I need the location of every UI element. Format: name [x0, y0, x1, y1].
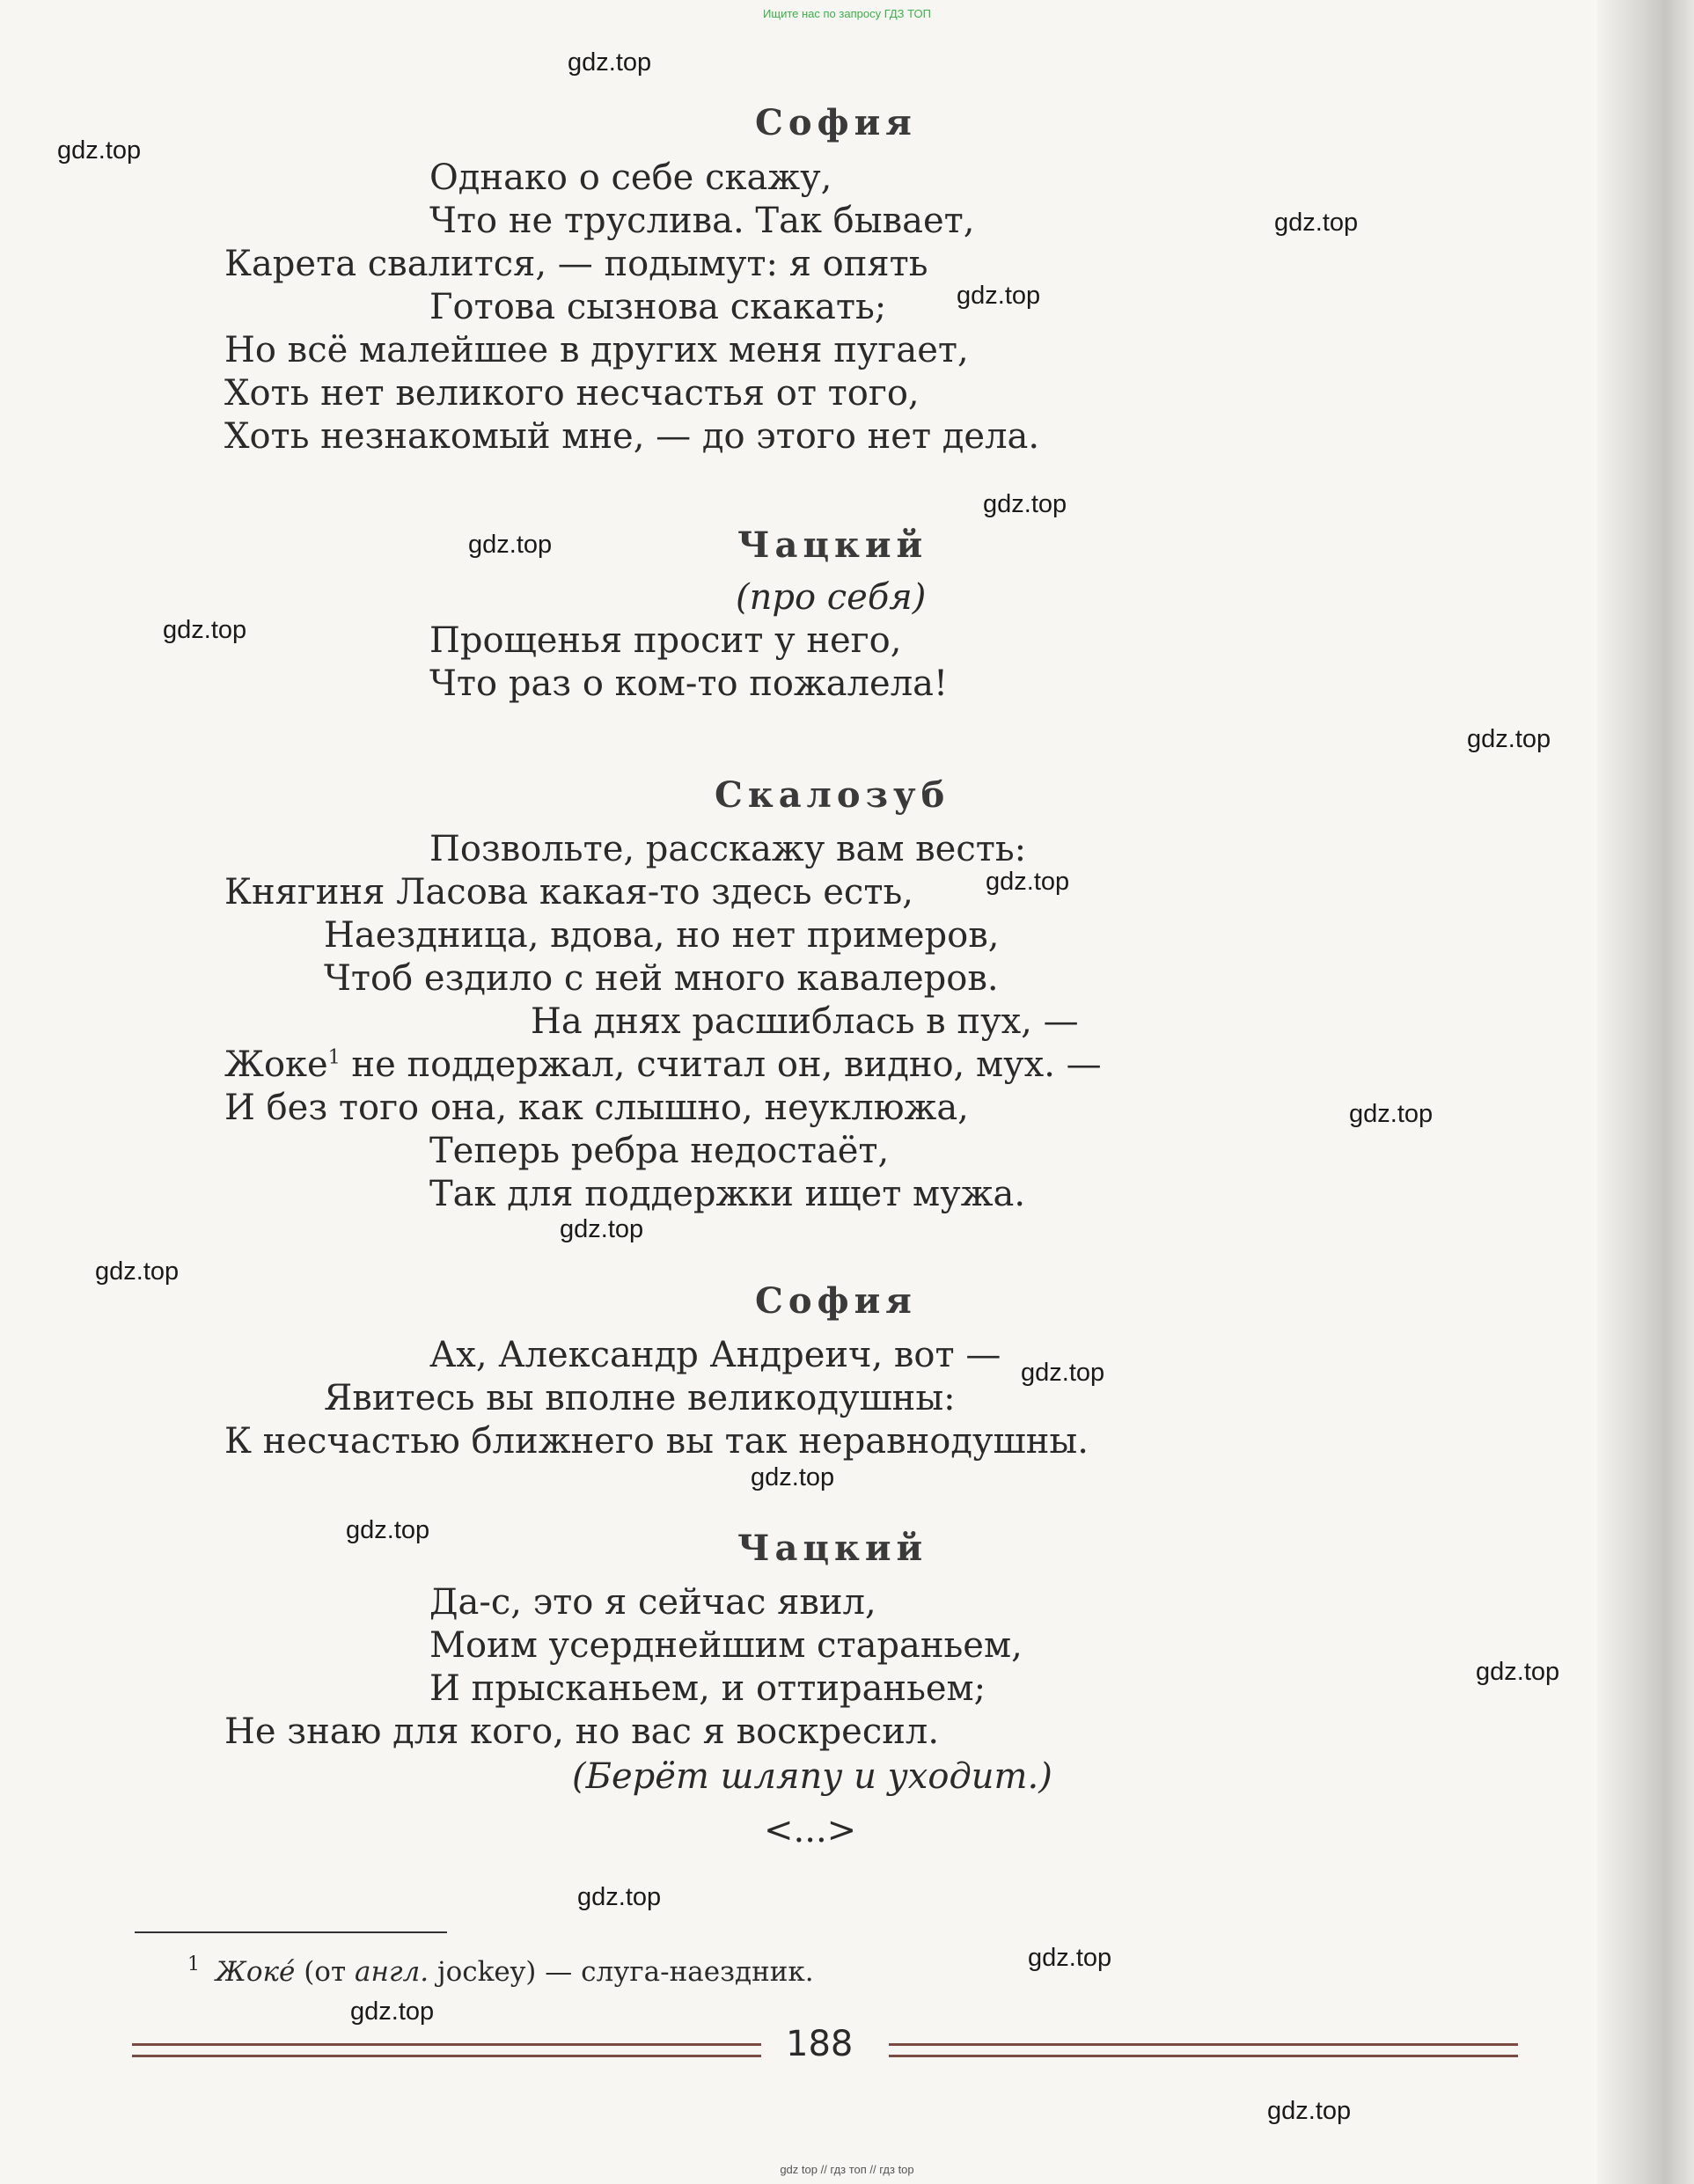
verse-line: Явитесь вы вполне великодушны: — [324, 1378, 956, 1418]
stage-remark: (про себя) — [736, 577, 927, 618]
verse-line: Хоть незнакомый мне, — до этого нет дела. — [224, 416, 1040, 457]
verse-line: Хоть нет великого несчастья от того, — [224, 373, 920, 414]
verse-line: Однако о себе скажу, — [429, 158, 832, 198]
verse-line: Но всё малейшее в других меня пугает, — [224, 330, 969, 370]
verse-line: Да-с, это я сейчас явил, — [429, 1582, 876, 1623]
verse-line: Не знаю для кого, но вас я воскресил. — [224, 1711, 940, 1752]
footnote-number: 1 — [187, 1953, 200, 1975]
footnote-rule — [135, 1931, 447, 1933]
footer-rule-left — [132, 2043, 761, 2057]
watermark: gdz.top — [350, 1997, 435, 2026]
stage-direction: (Берёт шляпу и уходит.) — [572, 1756, 1052, 1797]
watermark: gdz.top — [1476, 1658, 1560, 1686]
speaker-skalozub: Скалозуб — [715, 774, 950, 816]
verse-line: Ах, Александр Андреич, вот — — [429, 1335, 1001, 1375]
watermark: gdz.top — [983, 490, 1067, 518]
verse-line: Что раз о ком-то пожалела! — [429, 663, 949, 704]
verse-line: Что не труслива. Так бывает, — [429, 201, 975, 241]
page-number: 188 — [786, 2024, 854, 2064]
speaker-sofia-1: София — [755, 102, 917, 143]
footnote-text: Жоке́ (от англ. jockey) — слуга-наездник. — [216, 1956, 814, 1988]
watermark: gdz.top — [163, 616, 247, 644]
watermark: gdz.top — [1021, 1359, 1105, 1387]
page-edge-shadow — [1597, 0, 1694, 2184]
verse-line: Княгиня Ласова какая-то здесь есть, — [224, 872, 913, 912]
watermark: gdz.top — [1467, 725, 1551, 753]
verse-line: Карета свалится, — подымут: я опять — [224, 244, 928, 284]
watermark: gdz.top — [346, 1516, 430, 1544]
verse-line-jockey: Жоке$^1$ не поддержал, считал он, видно, мух. — — [224, 1044, 1102, 1085]
verse-line: К несчастью ближнего вы так неравнодушны. — [224, 1421, 1089, 1462]
verse-line: Чтоб ездило с ней много кавалеров. — [324, 958, 999, 999]
watermark: gdz.top — [986, 868, 1070, 896]
verse-line: Прощенья просит у него, — [429, 620, 902, 661]
top-banner: Ищите нас по запросу ГДЗ ТОП — [763, 7, 931, 20]
watermark: gdz.top — [57, 136, 142, 165]
watermark: gdz.top — [751, 1463, 835, 1491]
watermark: gdz.top — [560, 1215, 644, 1243]
verse-line: И прысканьем, и оттираньем; — [429, 1668, 986, 1709]
footnote-ref: 1 — [327, 1046, 341, 1069]
watermark: gdz.top — [1267, 2097, 1352, 2125]
watermark: gdz.top — [568, 48, 652, 77]
watermark: gdz.top — [95, 1257, 180, 1286]
footer-rule-right — [889, 2043, 1518, 2057]
speaker-chatsky-1: Чацкий — [737, 524, 928, 566]
verse-line: Готова сызнова скакать; — [429, 287, 887, 327]
watermark: gdz.top — [1028, 1944, 1112, 1972]
speaker-sofia-2: София — [755, 1280, 917, 1322]
bottom-banner: gdz top // гдз топ // гдз top — [780, 2163, 914, 2176]
watermark: gdz.top — [577, 1883, 662, 1911]
speaker-chatsky-2: Чацкий — [737, 1528, 928, 1569]
verse-line: Позвольте, расскажу вам весть: — [429, 829, 1027, 869]
ellipsis: <...> — [764, 1810, 857, 1851]
watermark: gdz.top — [468, 531, 553, 559]
verse-line: На днях расшиблась в пух, — — [531, 1001, 1079, 1042]
verse-line: Теперь ребра недостаёт, — [429, 1131, 890, 1171]
watermark: gdz.top — [957, 282, 1041, 310]
watermark: gdz.top — [1349, 1100, 1434, 1128]
verse-line: И без того она, как слышно, неуклюжа, — [224, 1088, 969, 1128]
verse-line: Так для поддержки ищет мужа. — [429, 1174, 1026, 1214]
verse-line: Моим усерднейшим стараньем, — [429, 1625, 1023, 1666]
watermark: gdz.top — [1274, 209, 1359, 237]
verse-line: Наездница, вдова, но нет примеров, — [324, 915, 1000, 956]
